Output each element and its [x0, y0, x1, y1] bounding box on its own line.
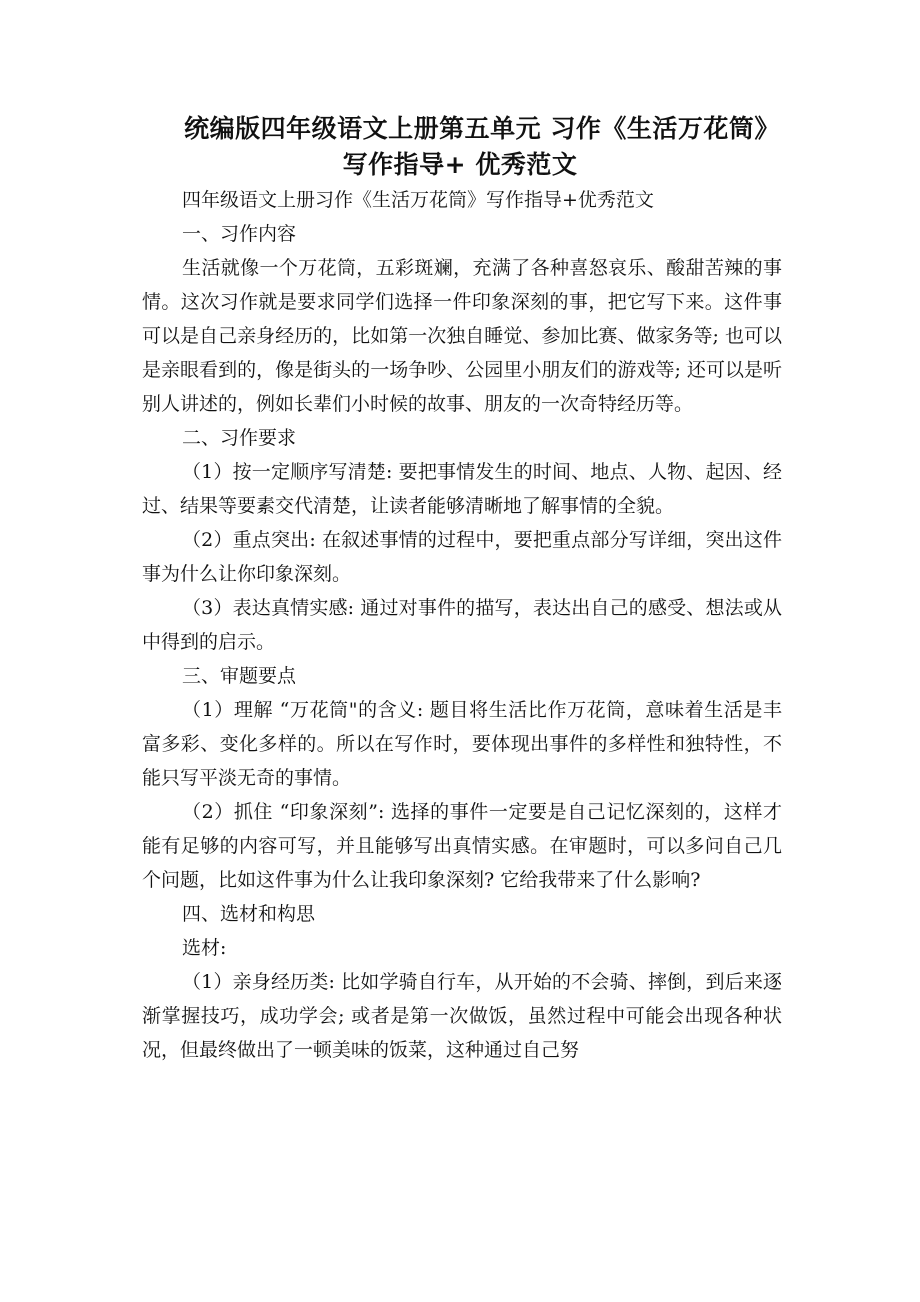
section-heading-topic-points: 三、审题要点	[182, 665, 297, 687]
section-heading-material: 四、选材和构思	[182, 903, 316, 925]
document-title-line-1: 统编版四年级语文上册第五单元 习作《生活万花筒》	[184, 114, 780, 143]
requirement-item-1: （1）按一定顺序写清楚: 要把事情发生的时间、地点、人物、起因、经过、结果等要素交代清楚，让读者能够清晰地了解事情的全貌。	[142, 461, 782, 517]
section-heading-content: 一、习作内容	[182, 223, 297, 245]
subtitle-paragraph: 四年级语文上册习作《生活万花筒》写作指导+优秀范文	[182, 189, 654, 211]
requirement-item-2: （2）重点突出: 在叙述事情的过程中，要把重点部分写详细，突出这件事为什么让你印象深刻。	[142, 529, 782, 585]
topic-point-1: （1）理解 “万花筒"的含义: 题目将生活比作万花筒，意味着生活是丰富多彩、变化多样的。所以在写作时，要体现出事件的多样性和独特性，不能只写平淡无奇的事情。	[142, 699, 782, 789]
material-item-1: （1）亲身经历类: 比如学骑自行车，从开始的不会骑、摔倒，到后来逐渐掌握技巧，成功学会; 或者是第一次做饭，虽然过程中可能会出现各种状况，但最终做出了一顿美味的饭菜，这种通过自己努	[142, 971, 782, 1061]
material-label: 选材:	[182, 937, 227, 959]
requirement-item-3: （3）表达真情实感: 通过对事件的描写，表达出自己的感受、想法或从中得到的启示。	[142, 597, 782, 653]
topic-point-2: （2）抓住 “印象深刻”: 选择的事件一定要是自己记忆深刻的，这样才能有足够的内容可写，并且能够写出真情实感。在审题时，可以多问自己几个问题，比如这件事为什么让我印象深刻? 它给我带来了什么影响?	[142, 801, 782, 891]
section-heading-requirements: 二、习作要求	[182, 427, 297, 449]
paragraph-content: 生活就像一个万花筒，五彩斑斓，充满了各种喜怒哀乐、酸甜苦辣的事情。这次习作就是要求同学们选择一件印象深刻的事，把它写下来。这件事可以是自己亲身经历的，比如第一次独自睡觉、参加比赛、做家务等; 也可以是亲眼看到的，像是街头的一场争吵、公园里小朋友们的游戏等; 还可以是听别人讲述的，例如长辈们小时候的故事、朋友的一次奇特经历等。	[142, 257, 782, 415]
document-title-line-2: 写作指导+ 优秀范文	[342, 150, 578, 179]
document-body	[142, 183, 782, 1067]
